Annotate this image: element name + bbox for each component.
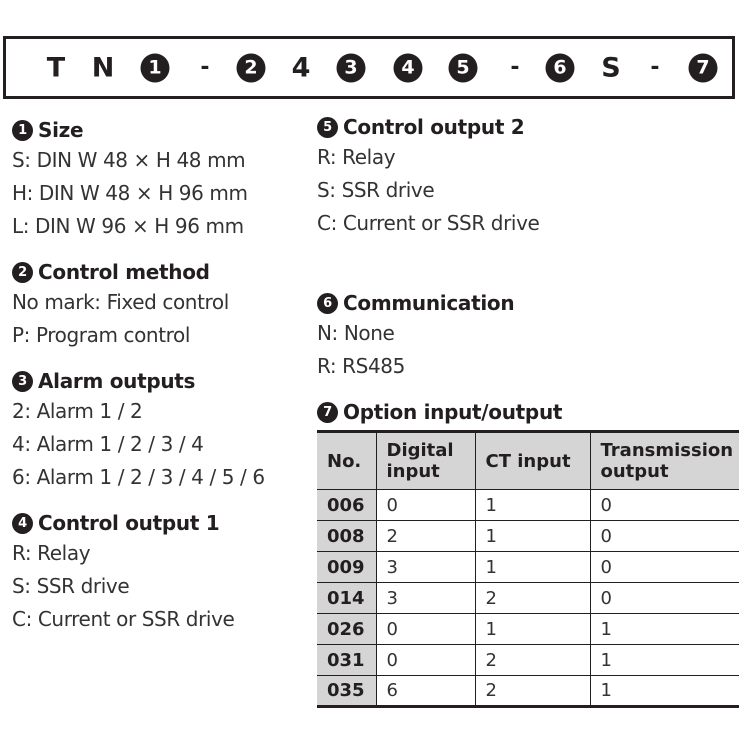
model-char-4: 4 (291, 52, 311, 83)
cell-ct-input: 1 (475, 521, 590, 552)
cell-no: 035 (317, 676, 376, 707)
cell-ct-input: 1 (475, 552, 590, 583)
table-row (317, 552, 739, 583)
option-item: L: DIN W 96 × H 96 mm (12, 214, 244, 238)
option-item: R: Relay (317, 145, 396, 169)
cell-ct-input: 2 (475, 645, 590, 676)
option-item: S: SSR drive (317, 178, 435, 202)
option-item: R: Relay (12, 541, 91, 565)
section-title-text: Alarm outputs (38, 369, 196, 393)
model-marker-3: 3 (337, 53, 366, 82)
header-no: No. (317, 432, 376, 490)
table-row (317, 676, 739, 707)
model-marker-7: 7 (689, 53, 718, 82)
cell-transmission-output: 1 (590, 614, 739, 645)
model-dash: - (510, 54, 520, 80)
section-title (12, 258, 229, 286)
section-title-text: Communication (343, 291, 515, 315)
section-communication (317, 289, 514, 383)
section-option-io (317, 398, 562, 426)
cell-digital-input: 3 (376, 583, 475, 614)
model-marker-4: 4 (394, 53, 423, 82)
cell-ct-input: 1 (475, 614, 590, 645)
model-marker-6: 6 (546, 53, 575, 82)
table-row (317, 490, 739, 521)
model-marker-1: 1 (141, 53, 170, 82)
header-transmission-output: Transmission output (590, 432, 739, 490)
option-item: S: DIN W 48 × H 48 mm (12, 148, 246, 172)
cell-transmission-output: 1 (600, 680, 612, 701)
model-marker-5: 5 (449, 53, 478, 82)
header-digital-input: Digital input (376, 432, 475, 490)
section-title-text: Control output 2 (343, 115, 525, 139)
number-badge-icon: 5 (317, 117, 338, 138)
model-dash: - (650, 54, 660, 80)
number-badge-icon: 1 (12, 120, 33, 141)
cell-no: 009 (317, 552, 376, 583)
cell-transmission-output: 0 (590, 521, 739, 552)
cell-no: 006 (317, 490, 376, 521)
section-title (12, 509, 234, 537)
section-title-text: Option input/output (343, 400, 563, 424)
cell-transmission-output: 0 (590, 583, 739, 614)
number-badge-icon: 4 (12, 513, 33, 534)
section-size (12, 116, 248, 243)
section-alarm-outputs (12, 367, 265, 494)
table-row (317, 583, 739, 614)
section-title-text: Control method (38, 260, 210, 284)
cell-digital-input: 6 (376, 676, 475, 707)
cell-no: 026 (317, 614, 376, 645)
model-dash: - (200, 54, 210, 80)
cell-digital-input: 3 (376, 552, 475, 583)
number-badge-icon: 2 (12, 262, 33, 283)
cell-digital-input: 0 (376, 645, 475, 676)
option-item: 4: Alarm 1 / 2 / 3 / 4 (12, 432, 204, 456)
section-control-output-1 (12, 509, 234, 636)
option-item: 6: Alarm 1 / 2 / 3 / 4 / 5 / 6 (12, 465, 265, 489)
cell-digital-input: 2 (376, 521, 475, 552)
model-marker-2: 2 (237, 53, 266, 82)
cell-transmission-output: 0 (590, 490, 739, 521)
cell-no: 031 (317, 645, 376, 676)
section-title (12, 116, 248, 144)
cell-transmission-output: 0 (590, 552, 739, 583)
model-char-n: N (91, 52, 115, 83)
number-badge-icon: 6 (317, 293, 338, 314)
model-char-s: S (601, 52, 621, 83)
number-badge-icon: 3 (12, 371, 33, 392)
cell-digital-input: 0 (376, 614, 475, 645)
model-code-box (3, 36, 735, 99)
section-title-text: Size (38, 118, 84, 142)
section-title-text: Control output 1 (38, 511, 220, 535)
section-control-method (12, 258, 229, 352)
section-control-output-2 (317, 113, 539, 240)
number-badge-icon: 7 (317, 402, 338, 423)
option-item: C: Current or SSR drive (317, 211, 540, 235)
cell-no: 014 (317, 583, 376, 614)
option-item: C: Current or SSR drive (12, 607, 235, 631)
table-row (317, 614, 739, 645)
section-title (12, 367, 265, 395)
cell-digital-input: 0 (376, 490, 475, 521)
table-row (317, 645, 739, 676)
cell-ct-input: 2 (475, 583, 590, 614)
cell-ct-input: 2 (475, 676, 590, 707)
model-char-t: T (46, 52, 66, 83)
table-header-row (317, 432, 739, 490)
option-item: S: SSR drive (12, 574, 130, 598)
option-item: R: RS485 (317, 354, 405, 378)
table-row (317, 521, 739, 552)
option-item: H: DIN W 48 × H 96 mm (12, 181, 248, 205)
option-item: N: None (317, 321, 395, 345)
section-title (317, 289, 514, 317)
section-title (317, 398, 562, 426)
cell-no: 008 (317, 521, 376, 552)
header-ct-input: CT input (475, 432, 590, 490)
option-io-table (317, 430, 739, 708)
section-title (317, 113, 539, 141)
option-item: P: Program control (12, 323, 191, 347)
option-item: 2: Alarm 1 / 2 (12, 399, 143, 423)
option-item: No mark: Fixed control (12, 290, 229, 314)
cell-transmission-output: 1 (590, 645, 739, 676)
cell-ct-input: 1 (475, 490, 590, 521)
